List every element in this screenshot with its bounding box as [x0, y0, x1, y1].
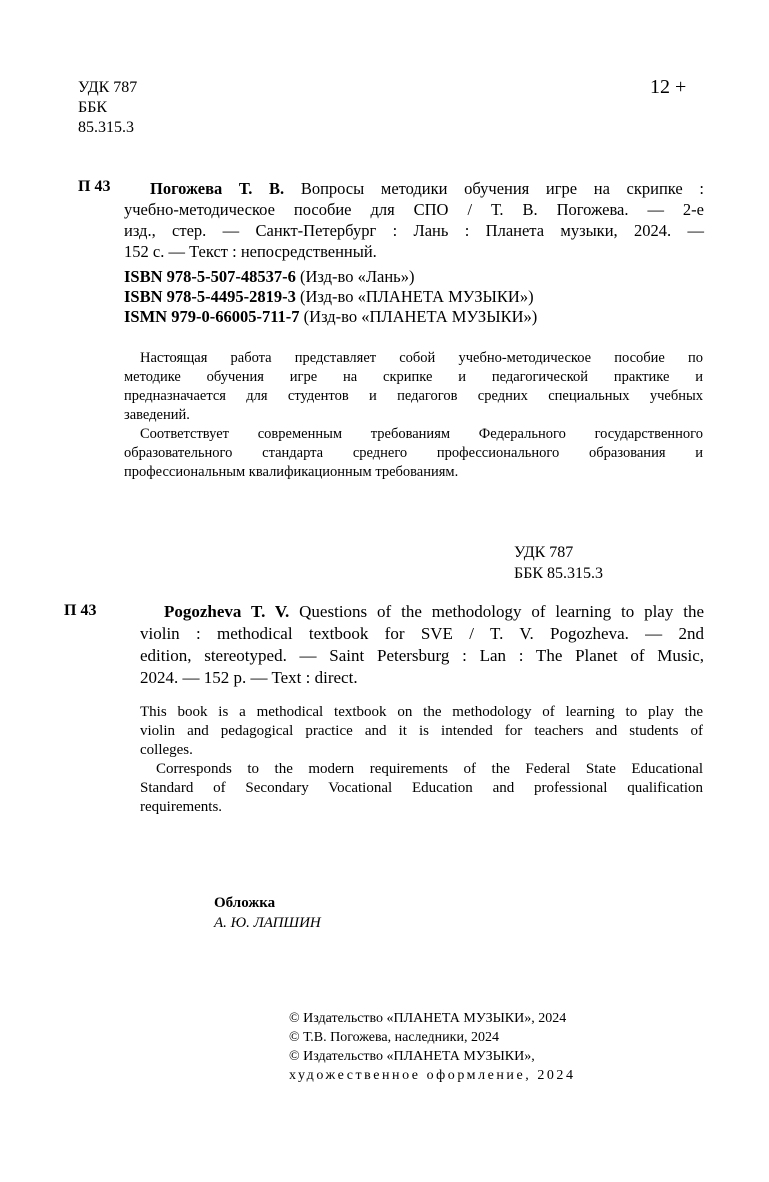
- bbk-code: ББК 85.315.3: [514, 565, 604, 582]
- abstract-line: методике обучения игре на скрипке и педагогической практике и: [124, 369, 703, 385]
- abstract-line: профессиональным квалификационным требованиям.: [124, 464, 459, 480]
- abstract-line: Настоящая работа представляет собой учебно-методическое пособие по: [140, 350, 703, 366]
- isbn-row: [124, 287, 537, 307]
- entry-line: violin : methodical textbook for SVE / T. V. Pogozheva. — 2nd: [140, 624, 704, 643]
- copyright-line: © Т.В. Погожева, наследники, 2024: [289, 1030, 499, 1045]
- abstract-line: This book is a methodical textbook on the methodology of learning to play the: [140, 704, 703, 720]
- isbn-code: ISBN 978-5-507-48537-6: [124, 267, 296, 286]
- isbn-row: [124, 267, 537, 287]
- age-rating: 12 +: [650, 76, 687, 98]
- author-mark-ru: П 43: [78, 178, 111, 195]
- classification-block-en: [514, 542, 603, 584]
- isbn-code: ISBN 978-5-4495-2819-3: [124, 287, 296, 306]
- ismn-code: ISMN 979-0-66005-711-7: [124, 307, 300, 326]
- entry-line: Погожева Т. В. Вопросы методики обучения игре на скрипке :: [150, 179, 704, 198]
- bbk-label: ББК: [78, 99, 108, 116]
- ismn-row: [124, 307, 537, 327]
- copyright-line: © Издательство «ПЛАНЕТА МУЗЫКИ»,: [289, 1049, 535, 1064]
- abstract-line: Соответствует современным требованиям Федерального государственного: [140, 426, 703, 442]
- author-mark-en: П 43: [64, 602, 97, 619]
- author-name-en: Pogozheva T. V.: [164, 602, 290, 621]
- udk-code: УДК 787: [514, 544, 574, 561]
- author-name-ru: Погожева Т. В.: [150, 179, 285, 198]
- abstract-line: colleges.: [140, 742, 193, 758]
- isbn-publisher: (Изд-во «ПЛАНЕТА МУЗЫКИ»): [300, 287, 534, 306]
- cover-credit: [214, 893, 321, 933]
- entry-line: 2024. — 152 p. — Text : direct.: [140, 668, 358, 687]
- copyright-block: [289, 1009, 576, 1085]
- entry-line: Pogozheva T. V. Questions of the methodology of learning to play the: [164, 602, 705, 621]
- abstract-line: Standard of Secondary Vocational Education and professional qualification: [140, 780, 703, 796]
- udk-code: УДК 787: [78, 79, 138, 96]
- entry-line: учебно-методическое пособие для СПО / Т. В. Погожева. — 2-е: [124, 200, 704, 219]
- bbk-value: 85.315.3: [78, 119, 134, 136]
- entry-line: edition, stereotyped. — Saint Petersburg : Lan : The Planet of Music,: [140, 646, 704, 665]
- isbn-list: [124, 267, 537, 327]
- abstract-line: образовательного стандарта среднего профессионального образования и: [124, 445, 703, 461]
- abstract-line: заведений.: [124, 407, 190, 423]
- entry-line: изд., стер. — Санкт-Петербург : Лань : Планета музыки, 2024. —: [124, 221, 704, 240]
- abstract-line: requirements.: [140, 799, 223, 815]
- bibliographic-entry-ru: [124, 178, 704, 262]
- abstract-line: violin and pedagogical practice and it is intended for teachers and students of: [140, 723, 703, 739]
- abstract-ru: [124, 349, 703, 482]
- copyright-line: художественное оформление, 2024: [289, 1068, 576, 1083]
- copyright-line: © Издательство «ПЛАНЕТА МУЗЫКИ», 2024: [289, 1011, 567, 1026]
- classification-block-ru: [78, 78, 137, 138]
- ismn-publisher: (Изд-во «ПЛАНЕТА МУЗЫКИ»): [303, 307, 538, 326]
- cover-label: Обложка: [214, 895, 276, 911]
- abstract-line: Corresponds to the modern requirements of the Federal State Educational: [156, 761, 703, 777]
- abstract-line: предназначается для студентов и педагогов средних специальных учебных: [124, 388, 703, 404]
- bibliographic-entry-en: [140, 601, 704, 689]
- isbn-publisher: (Изд-во «Лань»): [300, 267, 415, 286]
- abstract-en: [140, 703, 703, 817]
- cover-artist: А. Ю. ЛАПШИН: [214, 915, 321, 931]
- entry-line: 152 с. — Текст : непосредственный.: [124, 242, 377, 261]
